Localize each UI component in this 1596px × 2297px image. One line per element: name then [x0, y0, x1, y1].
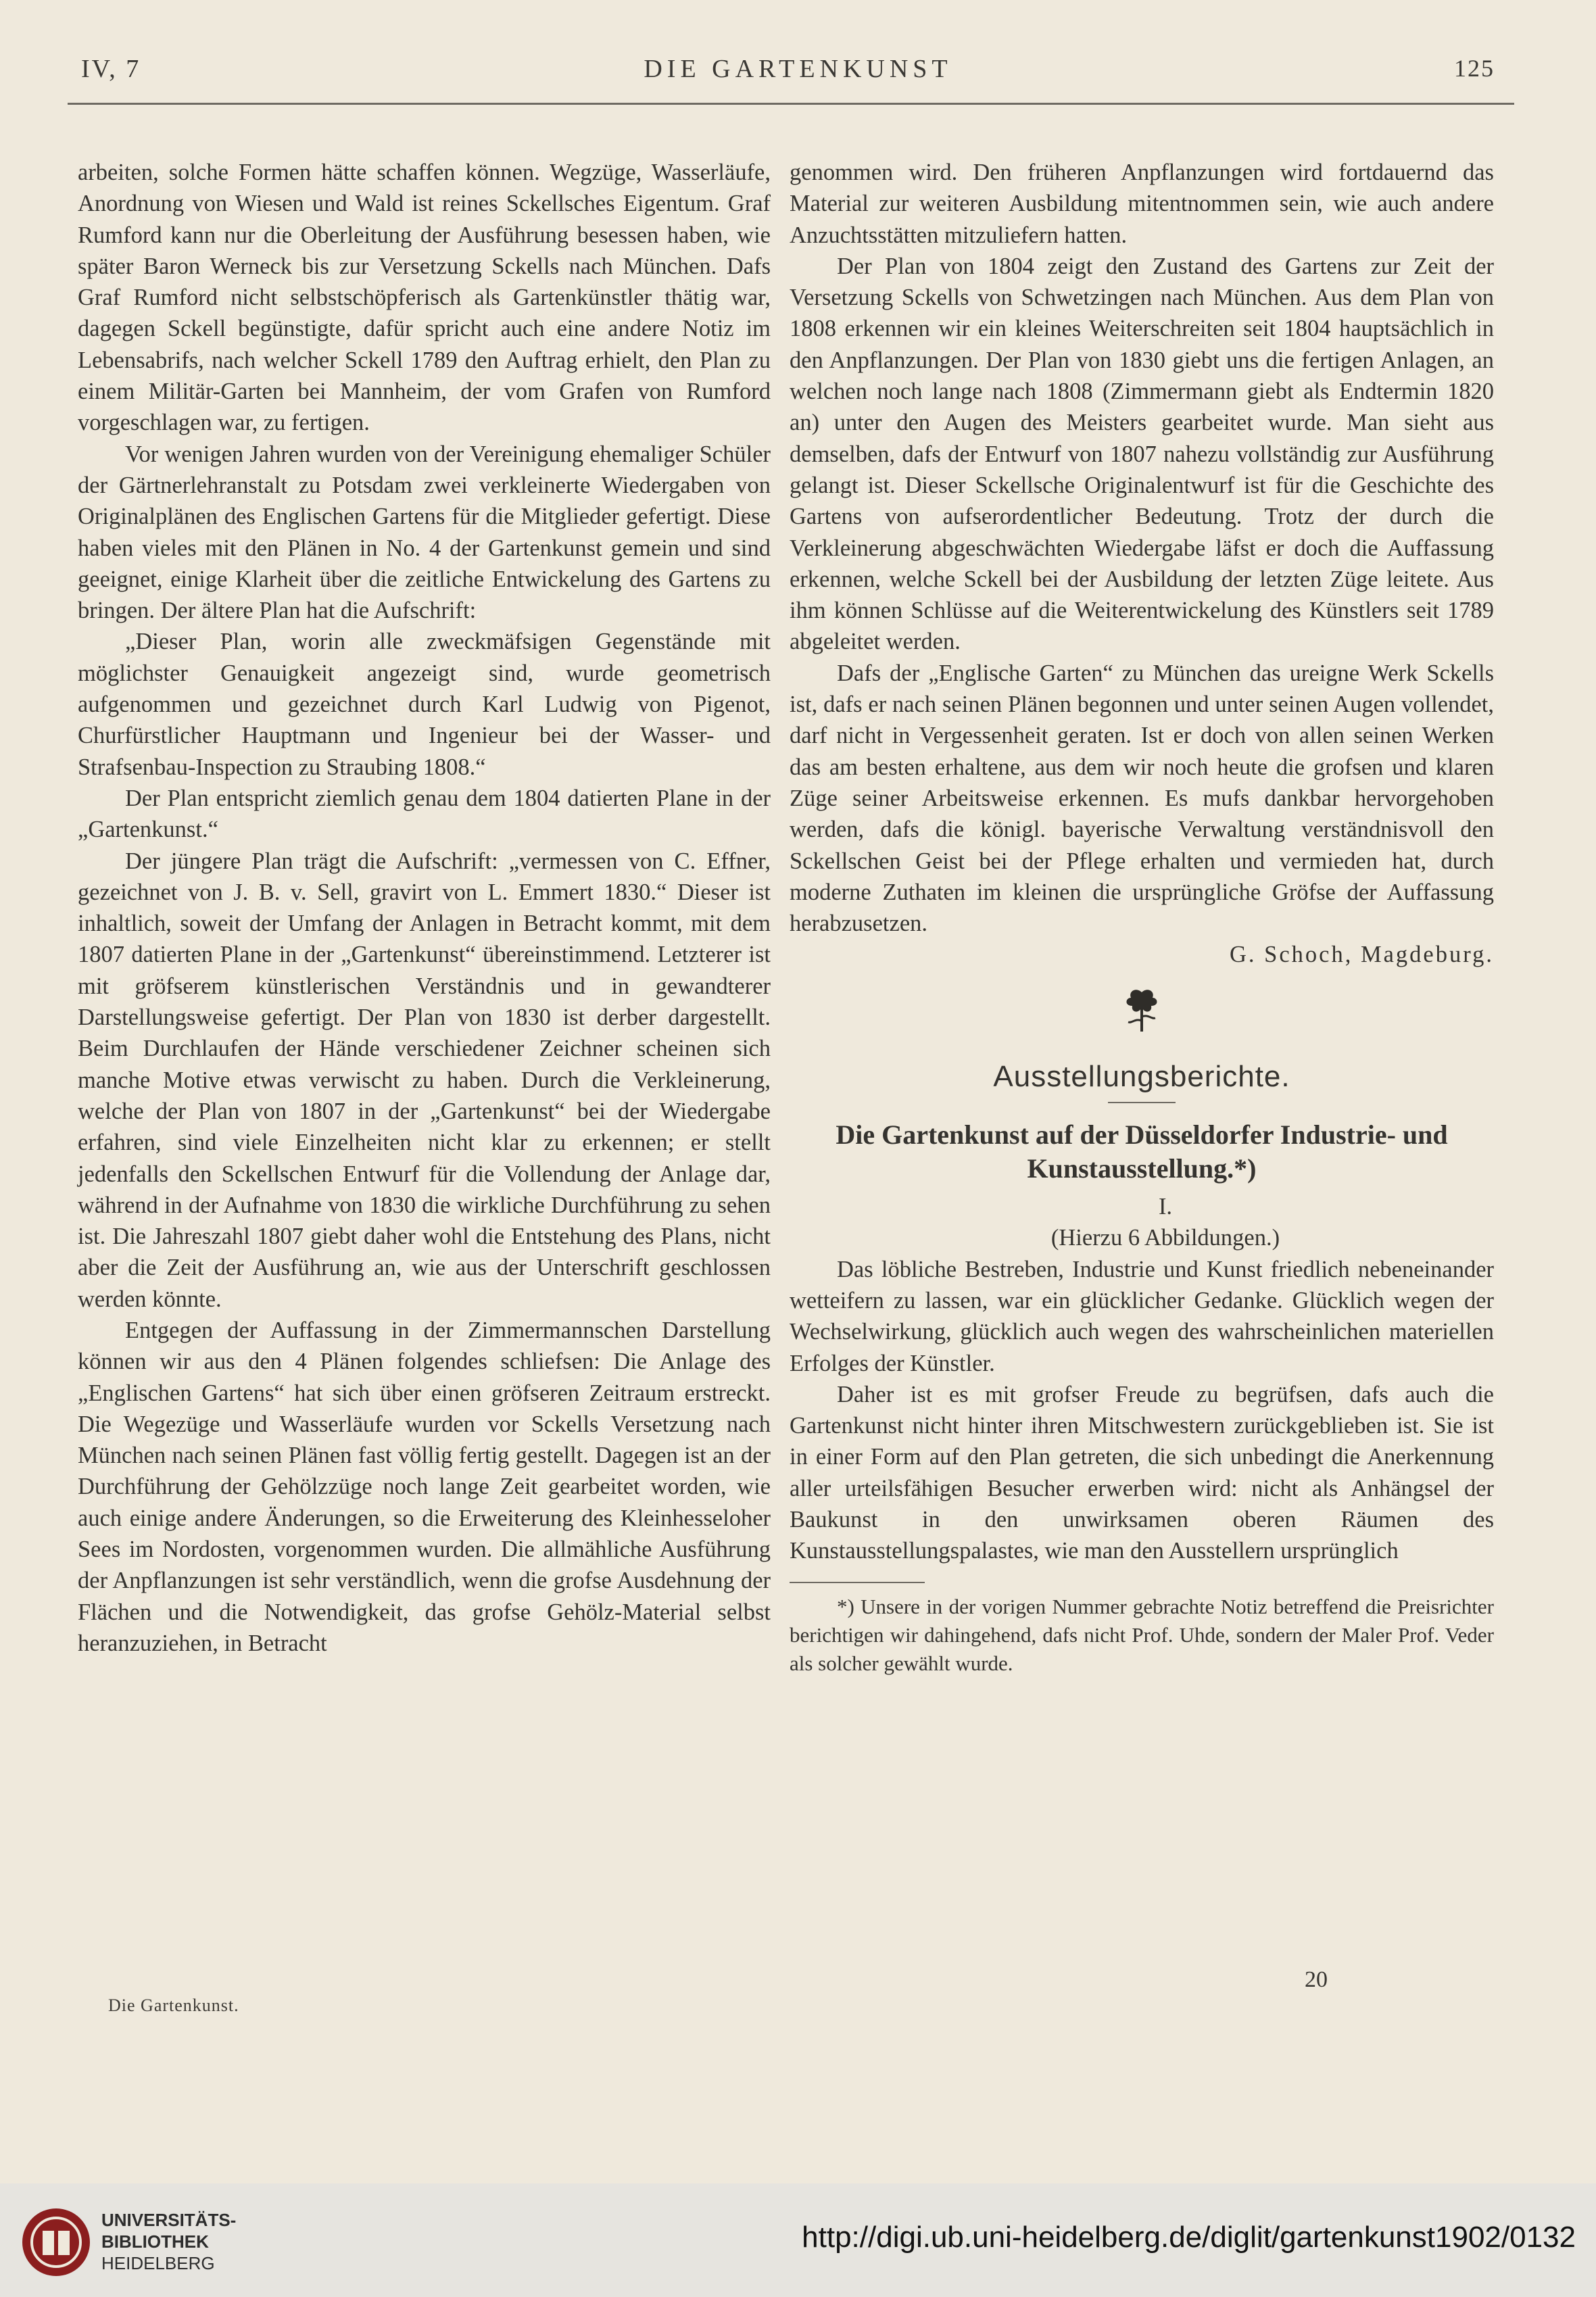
university-library-logo-icon: [19, 2205, 93, 2279]
footnote-rule: [790, 1582, 925, 1583]
paragraph: Der Plan entspricht ziemlich genau dem 1804 datierten Plane in der „Gartenkunst.“: [78, 785, 771, 843]
library-name: [101, 2209, 236, 2274]
sheet-number: 20: [1305, 1967, 1328, 1992]
part-number: I.: [1158, 1194, 1173, 1220]
figures-note: (Hierzu 6 Abbildungen.): [1050, 1225, 1280, 1251]
page-header: [0, 41, 1596, 108]
left-column: [78, 157, 771, 1659]
article-title: Die Gartenkunst auf der Düsseldorfer Industrie- und Kunstausstellung.*): [836, 1119, 1448, 1184]
author-signature: G. Schoch, Magdeburg.: [1229, 942, 1494, 968]
journal-title: DIE GARTENKUNST: [644, 55, 952, 83]
quotation: „Dieser Plan, worin alle zweckmäfsigen Gegenstände mit möglichster Genauigkeit angezeigt sind, wurde geometrisch aufgenommen und gezeichnet durch Karl Ludwig von Pigenot, Churfürstlicher Hauptmann und Ingenieur bei der Wasser- und Strafsenbau-Inspection zu Straubing 1808.“: [78, 629, 771, 780]
paragraph: Entgegen der Auffassung in der Zimmermannschen Darstellung können wir aus den 4 Plänen folgendes schliefsen: Die Anlage des „Englischen Gartens“ hat sich über einen gröfseren Zeitraum erstreckt. Die Wegezüge und Wasserläufe wurden vor Sckells Versetzung nach München nach seinen Plänen fast völlig fertig gestellt. Dagegen ist an der Durchführung der Gehölzzüge noch lange Zeit gearbeitet worden, wie auch einige andere Änderungen, so die Erweiterung des Kleinhesseloher Sees im Nordosten, vorgenommen wurden. Die allmähliche Ausführung der Anpflanzungen ist sehr verständlich, wenn die grofse Ausdehnung der Flächen und die Notwendigkeit, das grofse Gehölz-Material selbst heranzuziehen, in Betracht: [78, 1317, 771, 1656]
paragraph: Der Plan von 1804 zeigt den Zustand des Gartens zur Zeit der Versetzung Sckells von Schwetzingen nach München. Aus dem Plan von 1808 erkennen wir ein kleines Weiterschreiten seit 1804 hauptsächlich in den Anpflanzungen. Der Plan von 1830 giebt uns die fertigen Anlagen, an welchen noch lange nach 1808 (Zimmermann giebt als Endtermin 1820 an) unter den Augen des Meisters gearbeitet wurde. Man sieht aus demselben, dafs der Entwurf von 1807 nahezu vollständig zur Ausführung gelangt ist. Dieser Sckellsche Originalentwurf ist für die Geschichte des Gartens von aufserordentlicher Bedeutung. Trotz der durch die Verkleinerung abgeschwächten Wiedergabe läfst er doch die Auffassung erkennen, welche Sckell bei der Ausbildung der letzten Züge leitete. Aus ihm können Schlüsse auf die Weiterentwickelung des Künstlers seit 1789 abgeleitet werden.: [790, 253, 1494, 655]
flower-ornament-icon: [1121, 987, 1162, 1034]
section-heading: Ausstellungsberichte.: [993, 1059, 1290, 1093]
paragraph: Der jüngere Plan trägt die Aufschrift: „vermessen von C. Effner, gezeichnet von J. B. v. Sell, gravirt von L. Emmert 1830.“ Dieser ist inhaltlich, soweit der Umfang der Anlagen in Betracht kommt, mit dem 1807 datierten Plane in der „Gartenkunst“ übereinstimmend. Letzterer ist mit gröfserem künstlerischen Verständnis und in gewandterer Darstellungsweise gefertigt. Der Plan von 1830 ist derber dargestellt. Beim Durchlaufen der Hände verschiedener Zeichner scheinen sich manche Motive etwas verwischt zu haben. Durch die Verkleinerung, welche der Plan von 1807 in der „Gartenkunst“ bei der Wiedergabe erfahren, sind viele Einzelheiten nicht klar zu erkennen; er stellt jedenfalls den Sckellschen Entwurf für die Vollendung der Anlage dar, während in der Aufnahme von 1830 die wirkliche Durchführung zu sehen ist. Die Jahreszahl 1807 giebt daher wohl die Entstehung des Plans, nicht aber die Zeit der Ausführung an, wie aus der Unterschrift geschlossen werden könnte.: [78, 848, 771, 1312]
paragraph: Vor wenigen Jahren wurden von der Vereinigung ehemaliger Schüler der Gärtnerlehranstalt zu Potsdam zwei verkleinerte Wiedergaben von Originalplänen des Englischen Gartens für die Mitglieder gefertigt. Diese haben vieles mit den Plänen in No. 4 der Gartenkunst gemein und sind geeignet, einige Klarheit über die zeitliche Entwickelung des Gartens zu bringen. Der ältere Plan hat die Aufschrift:: [78, 441, 771, 624]
paragraph: arbeiten, solche Formen hätte schaffen können. Wegzüge, Wasserläufe, Anordnung von Wiesen und Wald ist reines Sckellsches Eigentum. Graf Rumford kann nur die Oberleitung der Ausführung besessen haben, wie später Baron Werneck bis zur Versetzung Sckells nach München. Dafs Graf Rumford nicht selbstschöpferisch als Gartenkünstler thätig war, dagegen Sckell begünstigte, dafür spricht auch eine andere Notiz im Lebensabrifs, nach welcher Sckell 1789 den Auftrag erhielt, den Plan zu einem Militär-Garten bei Mannheim, der vom Grafen von Rumford vorgeschlagen war, zu fertigen.: [78, 160, 771, 436]
right-column: [790, 157, 1494, 1678]
paragraph: Das löbliche Bestreben, Industrie und Kunst friedlich nebeneinander wetteifern zu lassen, war ein glücklicher Gedanke. Glücklich wegen der Wechselwirkung, glücklich auch wegen des wahrscheinlichen materiellen Erfolges der Künstler.: [790, 1256, 1494, 1376]
library-name-line: HEIDELBERG: [101, 2253, 215, 2273]
header-rule: [68, 103, 1514, 105]
footnote: *) Unsere in der vorigen Nummer gebrachte Notiz betreffend die Preisrichter berichtigen wir dahingehend, dafs nicht Prof. Uhde, sondern der Maler Prof. Veder als solcher gewählt wurde.: [790, 1594, 1494, 1675]
page-number-top: 125: [1454, 55, 1495, 82]
volume-number: IV, 7: [81, 55, 141, 83]
paragraph: Dafs der „Englische Garten“ zu München das ureigne Werk Sckells ist, dafs er nach seinen Plänen begonnen und unter seinen Augen vollendet, darf nicht in Vergessenheit geraten. Ist er doch von allen seinen Werken das am besten erhaltene, aus dem wir noch heute die grofsen und klaren Züge seiner Arbeitsweise erkennen. Es mufs dankbar hervorgehoben werden, dafs die königl. bayerische Verwaltung verständnisvoll den Sckellschen Geist bei der Pflege erhalten und vermieden hat, durch moderne Zuthaten im kleinen die ursprüngliche Gröfse der Auffassung herabzusetzen.: [790, 660, 1494, 937]
source-url-link[interactable]: http://digi.ub.uni-heidelberg.de/diglit/gartenkunst1902/0132: [802, 2221, 1576, 2254]
signature-mark: Die Gartenkunst.: [108, 1996, 239, 2015]
paragraph: Daher ist es mit grofser Freude zu begrüfsen, dafs auch die Gartenkunst nicht hinter ihren Mitschwestern zurückgeblieben ist. Sie ist in einer Form auf den Plan getreten, die sich unbedingt die Anerkennung aller urteilsfähigen Besucher erwerben wird: nicht als Anhängsel der Baukunst in den unwirksamen oberen Räumen des Kunstausstellungspalastes, wie man den Ausstellern ursprünglich: [790, 1381, 1494, 1564]
library-name-line: UNIVERSITÄTS-: [101, 2210, 237, 2230]
paragraph: genommen wird. Den früheren Anpflanzungen wird fortdauernd das Material zur weiteren Ausbildung mitentnommen sein, wie auch andere Anzuchtsstätten mitzuliefern hatten.: [790, 160, 1494, 248]
library-name-line: BIBLIOTHEK: [101, 2231, 209, 2252]
section-rule: [1108, 1102, 1176, 1103]
